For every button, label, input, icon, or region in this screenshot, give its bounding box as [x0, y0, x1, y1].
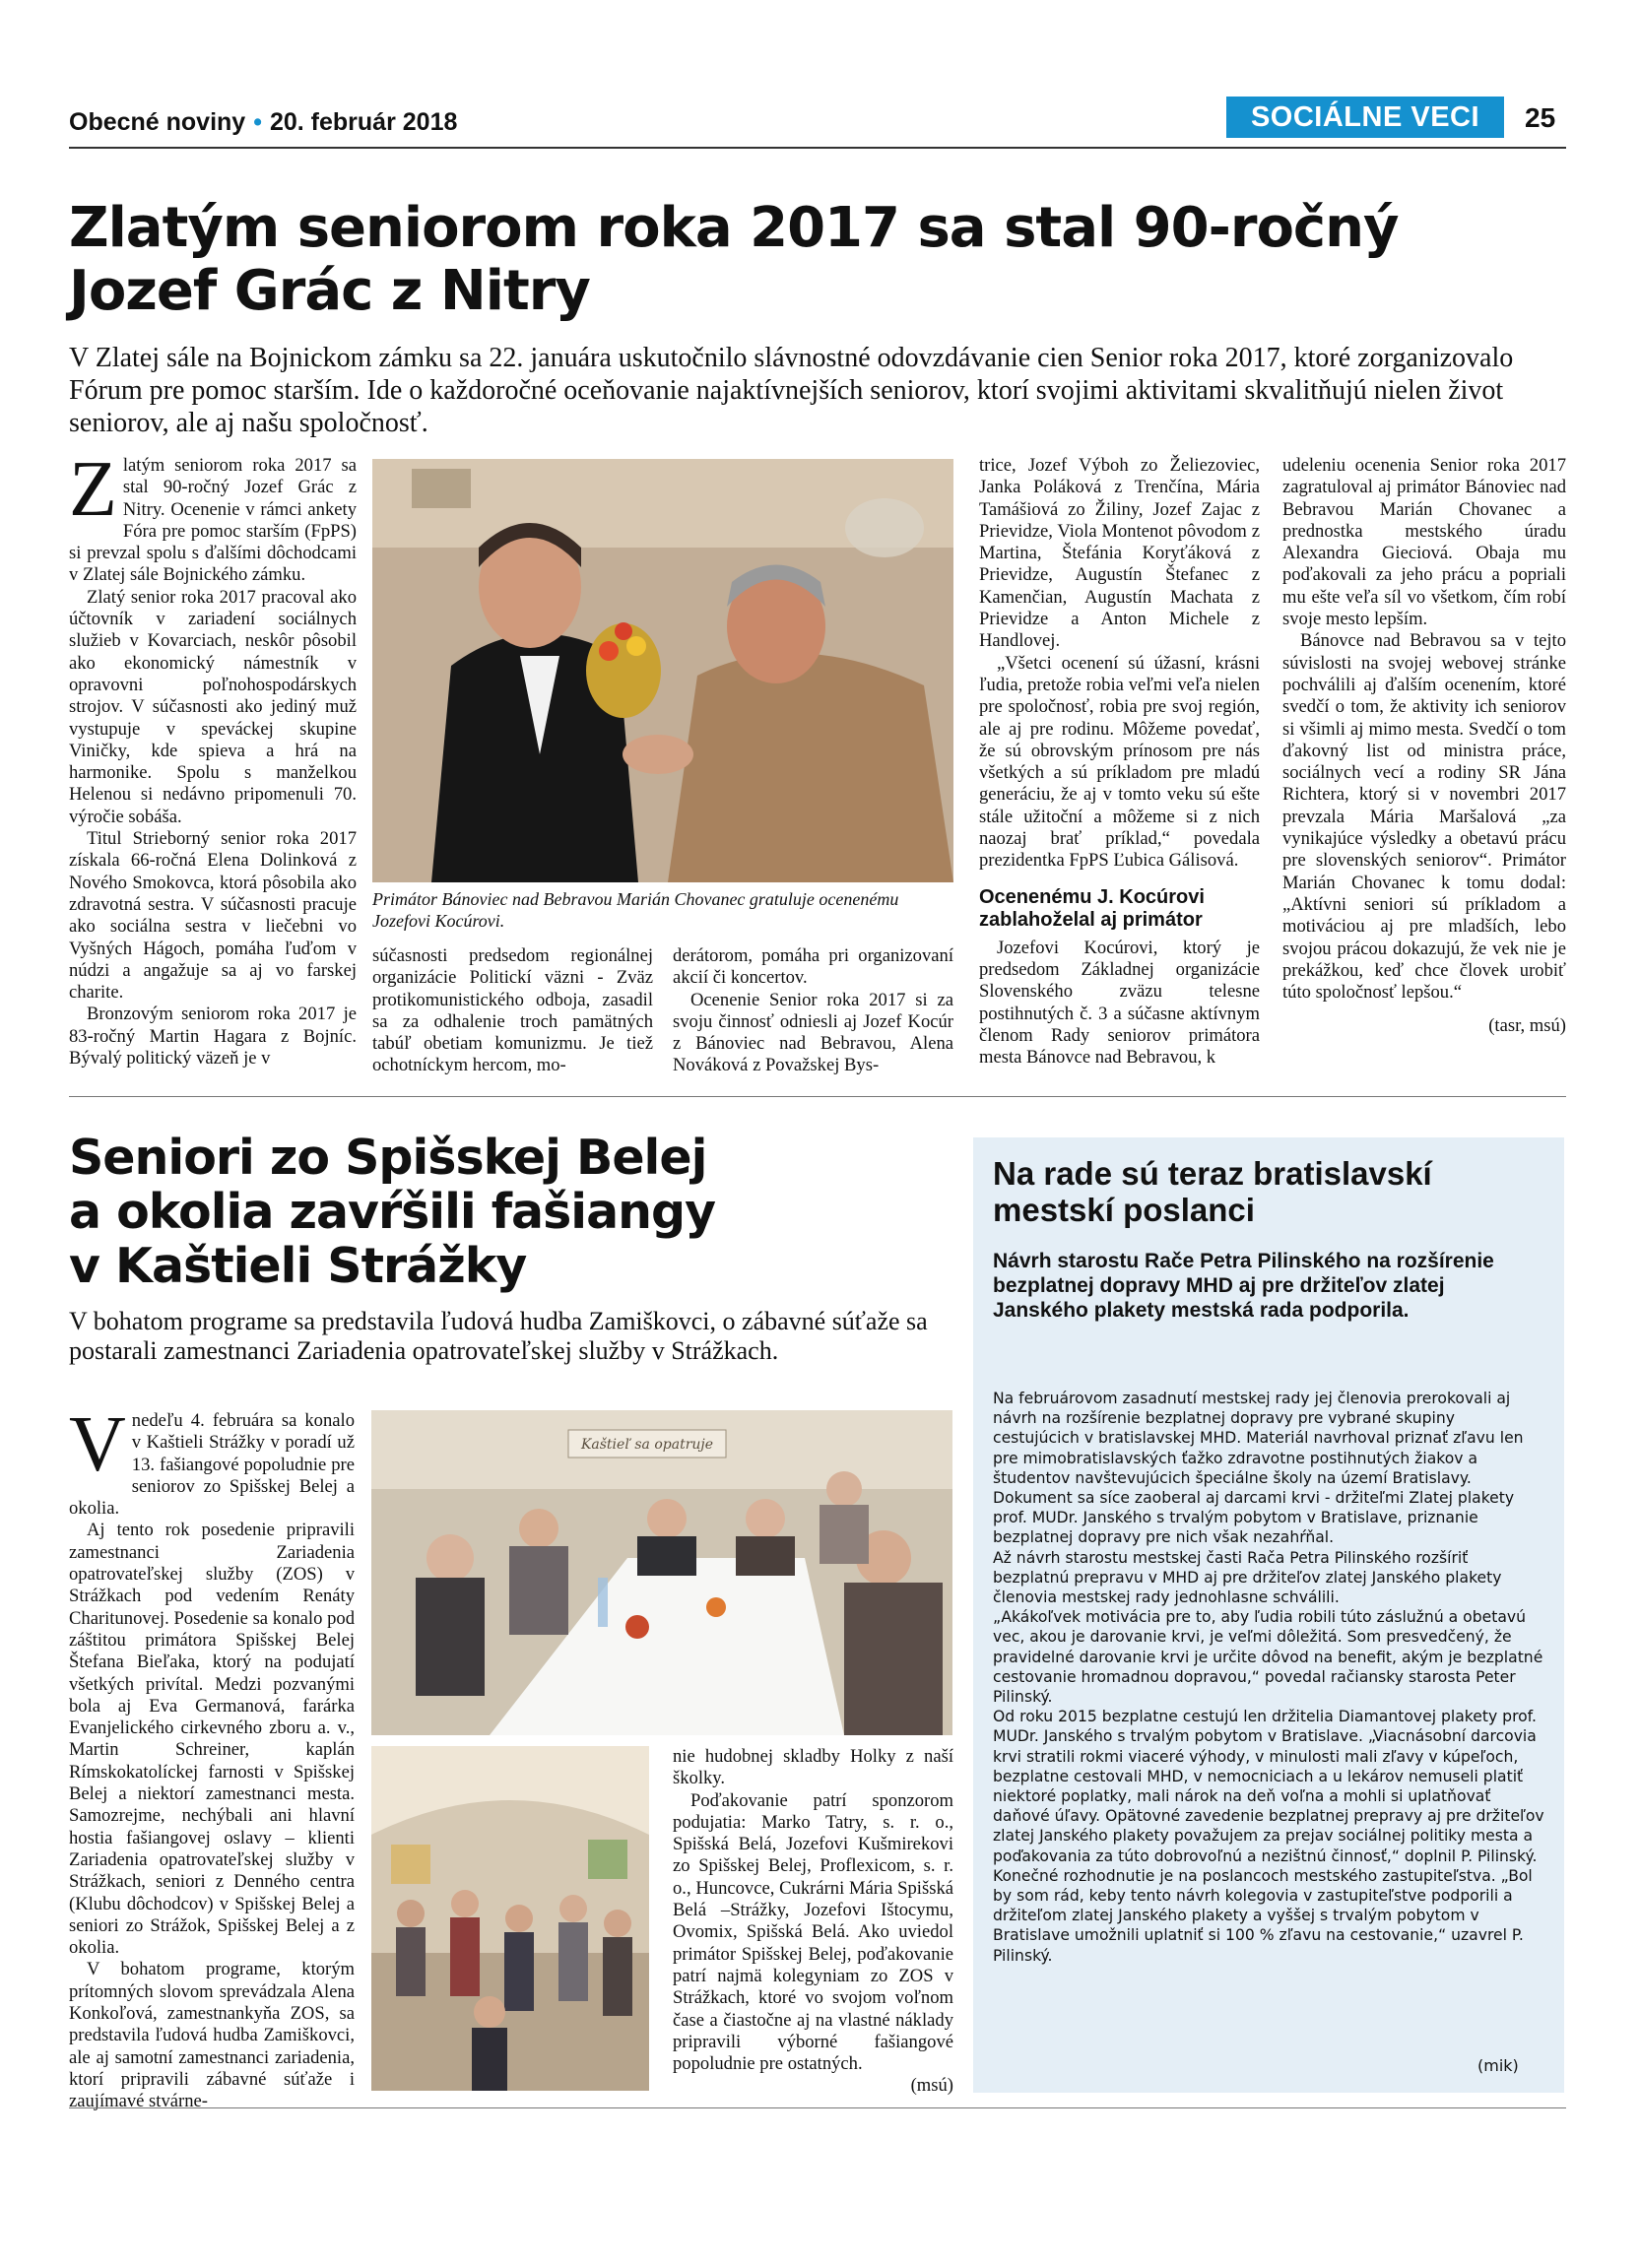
paragraph: Poďakovanie patrí sponzorom podujatia: Marko Tatry, s. r. o., Spišská Belá, Jozefovi Kušmirekovi zo Spišskej Belej, Proflexicom, s. r. o., Huncovce, Cukrárni Mária Spišská Belá –Strážky, Jozefovi Ištocymu, Ovomix, Spišská Belá. Ako uviedol primátor Spišskej Belej, poďakovanie patrí najmä kolegyniam zo ZOS v Strážkach, ktoré vo svojom voľnom čase a čiastočne aj na vlastné náklady pripravili výborné fašiangové popoludnie pre ostatných. — [673, 1789, 953, 2075]
sidebar-body — [993, 1389, 1544, 1966]
paragraph: „Všetci ocenení sú úžasní, krásni ľudia, pretože robia veľmi veľa nielen pre spoločnosť, robia pre svoj región, ale aj pre rodinu. Môžeme povedať, že sú obrovským prínosom pre nás všetkých a sú príkladom pre mladú generáciu, že aj v tomto veku sú ešte stále užitoční a môžeme si z nich naozaj brať príklad,“ povedala prezidentka FpPS Ľubica Gálisová. — [979, 652, 1260, 872]
article1-signature: (tasr, msú) — [1488, 1015, 1566, 1037]
article1-photo — [372, 459, 953, 882]
footer-rule — [69, 2107, 1566, 2108]
paragraph: V bohatom programe, ktorým prítomných slovom sprevádzala Alena Konkoľová, zamestnankyňa ZOS, sa predstavila ľudová hudba Zamiškovci, ale aj samotní zamestnanci zariadenia, ktorí pripravili zábavné súťaže i zaujímavé stvárne- — [69, 1959, 355, 2112]
article1-headline-line2: Jozef Grác z Nitry — [69, 259, 590, 323]
paragraph: Ocenenie Senior roka 2017 si za svoju činnosť odniesli aj Jozef Kocúr z Bánoviec nad Bebravou, Alena Nováková z Považskej Bys- — [673, 989, 953, 1076]
article2-signature: (msú) — [910, 2075, 953, 2097]
paragraph: derátorom, pomáha pri organizovaní akcií či koncertov. — [673, 945, 953, 989]
article2-headline-line3: v Kaštieli Strážky — [69, 1238, 527, 1294]
photo-banner-text: Kaštieľ sa opatruje — [580, 1437, 714, 1453]
sidebar-headline — [993, 1155, 1554, 1228]
article1-column1 — [69, 446, 357, 1069]
article1-photo-caption: Primátor Bánoviec nad Bebravou Marián Chovanec gratuluje ocenenému Jozefovi Kocúrovi. — [372, 889, 899, 931]
issue-date: 20. február 2018 — [269, 108, 458, 136]
paragraph: Konečné rozhodnutie je na poslancoch mestského zastupiteľstva. „Bol by som rád, keby tento návrh kolegovia v zastupiteľstve podporili a držiteľom zlatej Janského plakety a vyššej s trvalým pobytom v Bratislave umožnili uplatniť si 100 % zľavu na cestovanie,“ uzavrel P. Pilinský. — [993, 1866, 1533, 1965]
paragraph: Jozefovi Kocúrovi, ktorý je predsedom Základnej organizácie Slovenského zväzu telesne postihnutých č. 3 a súčasne aktívnym členom Rady seniorov primátora mesta Bánovce nad Bebravou, k — [979, 937, 1260, 1069]
page-number: 25 — [1525, 102, 1556, 133]
paragraph: Na februárovom zasadnutí mestskej rady jej členovia prerokovali aj návrh na rozšírenie bezplatnej dopravy pre vybrané skupiny cestujúcich v bratislavskej MHD. Materiál navrhoval priznať zľavu len pre mimobratislavských ťažko zdravotne postihnutých žiakov a študentov navštevujúcich špeciálne školy na území Bratislavy. Dokument sa síce zaoberal aj darcami krvi - držiteľmi Zlatej plakety prof. MUDr. Janského s trvalým pobytom v Bratislave, priznanie bezplatnej dopravy pre nich však nezahŕňal. — [993, 1390, 1524, 1547]
paragraph: nie hudobnej skladby Holky z naší školky. — [673, 1746, 953, 1789]
paragraph: Aj tento rok posedenie pripravili zamestnanci Zariadenia opatrovateľskej služby (ZOS) v Strážkach pod vedením Renáty Charitunovej. Posedenie sa konalo pod záštitou primátora Spišskej Belej Štefana Bieľaka, ktorý na podujatí všetkých privítal. Medzi pozvanými bola aj Eva Germanová, farárka Evanjelického cirkevného zboru a. v., Martin Schreiner, kaplán Rímskokatolíckej farnosti v Spišskej Belej a niektorí zamestnanci mesta. Samozrejme, nechýbali ani hlavní hostia fašiangovej oslavy – klienti Zariadenia opatrovateľskej služby v Strážkach, seniori z Denného centra (Klubu dôchodcov) v Spišskej Belej a seniori zo Strážok, Spišskej Belej a z okolia. — [69, 1520, 355, 1959]
header-separator: • — [253, 108, 262, 136]
paragraph: Titul Strieborný senior roka 2017 získala 66-ročná Elena Dolinková z Nového Smokovca, ktorá pôsobila ako zdravotná sestra. V súčasnosti pracuje ako sociálna sestra v liečebni vo Vyšných Hágoch, pomáha ľuďom v núdzi a angažuje sa aj vo farskej charite. — [69, 828, 357, 1004]
paragraph: súčasnosti predsedom regionálnej organizácie Politickí väzni - Zväz protikomunistického odboja, zasadil sa za odhalenie troch pamätných tabúľ obetiam komunizmu. Je tiež ochotníckym hercom, mo- — [372, 945, 653, 1076]
sidebar-headline-line1: Na rade sú teraz bratislavskí — [993, 1155, 1432, 1192]
subheading-line1: Ocenenému J. Kocúrovi — [979, 885, 1205, 908]
sidebar-headline-line2: mestskí poslanci — [993, 1192, 1255, 1228]
drop-cap: Z — [69, 446, 117, 533]
article-divider — [69, 1096, 1566, 1097]
paragraph: Od roku 2015 bezplatne cestujú len držitelia Diamantovej plakety prof. MUDr. Janského s trvalým pobytom v Bratislave. „Viacnásobní darcovia krvi stratili rokmi viaceré výhody, v minulosti mali zľavy v kúpeľoch, bezplatne cestovali MHD, v nemocniciach a u lekárov nemuseli platiť niektoré poplatky, mali nárok na deň voľna a mohli si uplatňovať daňové úľavy. Opätovné zavedenie bezplatnej prepravy aj pre držiteľov zlatej Janského plakety považujem za prejav sociálnej politiky mesta a poďakovania za túto dobrovoľnú a nezištnú činnosť,“ doplnil P. Pilinský. — [993, 1708, 1544, 1865]
paragraph: Bronzovým seniorom roka 2017 je 83-ročný Martin Hagara z Bojníc. Bývalý politický väzeň je v — [69, 1004, 357, 1069]
article2-headline-line2: a okolia zavŕšili fašiangy — [69, 1184, 716, 1240]
article2-photo-table — [371, 1410, 952, 1735]
article2-lead: V bohatom programe sa predstavila ľudová hudba Zamiškovci, o zábavné súťaže sa postarali zamestnanci Zariadenia opatrovateľskej služby v Strážkach. — [69, 1307, 928, 1365]
paragraph: nedeľu 4. februára sa konalo v Kaštieli Strážky v poradí už 13. fašiangové popoludnie pre seniorov zo Spišskej Belej a okolia. — [69, 1410, 355, 1520]
paragraph: „Akákoľvek motivácia pre to, aby ľudia robili túto záslužnú a obetavú vec, akou je darovanie krvi, je veľmi dôležitá. Som presvedčený, že pravidelné darovanie krvi je určite dôvod na benefit, akým je bezplatné cestovanie hromadnou dopravou,“ povedal račiansky starosta Peter Pilinský. — [993, 1608, 1543, 1707]
article1-column4 — [979, 455, 1260, 1069]
header-rule — [69, 147, 1566, 149]
paragraph: latým seniorom roka 2017 sa stal 90-ročný Jozef Grác z Nitry. Ocenenie v rámci ankety Fóra pre pomoc starším (FpPS) si prevzal spolu s ďalšími dôchodcami v Zlatej sále Bojnického zámku. — [69, 455, 357, 586]
article1-lead: V Zlatej sále na Bojnickom zámku sa 22. januára uskutočnilo slávnostné odovzdávanie cien Senior roka 2017, ktoré zorganizovalo Fórum pre pomoc starším. Ide o každoročné oceňovanie najaktívnejších seniorov, ktorí svojimi aktivitami skvalitňujú nielen život seniorov, ale aj našu spoločnosť. — [69, 343, 1514, 438]
paragraph: Zlatý senior roka 2017 pracoval ako účtovník v zariadení sociálnych služieb v Kovarciach, neskôr pôsobil ako ekonomický námestník v opravovni poľnohospodárskych strojov. V súčasnosti ako jediný muž vystupuje v speváckej skupine Viničky, kde spieva a hrá na harmonike. Spolu s manželkou Helenou si nedávno pripomenuli 70. výročie sobáša. — [69, 586, 357, 827]
sidebar-signature: (mik) — [1477, 2056, 1519, 2075]
publication-name: Obecné noviny — [69, 108, 246, 136]
article2-headline — [69, 1131, 926, 1293]
article1-column3 — [673, 945, 953, 1077]
sidebar-subtitle: Návrh starostu Rače Petra Pilinského na rozšírenie bezplatnej dopravy MHD aj pre držiteľov zlatej Janského plakety mestská rada podporila. — [993, 1250, 1494, 1322]
handshake-photo-illustration — [372, 459, 953, 882]
subheading-line2: zablahoželal aj primátor — [979, 908, 1203, 931]
dancing-crowd-illustration — [371, 1746, 649, 2091]
article1-subheading — [979, 886, 1260, 932]
article1-column5 — [1282, 455, 1566, 1038]
seniors-table-illustration — [371, 1410, 952, 1735]
paragraph: Až návrh starostu mestskej časti Rača Petra Pilinského rozšíriť bezplatnú prepravu v MHD aj pre držiteľov zlatej Janského plakety členovia mestskej rady jednohlasne schválili. — [993, 1548, 1502, 1607]
article1-column2 — [372, 945, 653, 1077]
article1-headline-line1: Zlatým seniorom roka 2017 sa stal 90-ročný — [69, 196, 1399, 260]
article2-headline-line1: Seniori zo Spišskej Belej — [69, 1130, 707, 1186]
paragraph: Bánovce nad Bebravou sa v tejto súvislosti na svojej webovej stránke pochválili aj ďalším ocenením, ktoré svedčí o tom, že aktivity ich seniorov si všimli aj mimo mesta. Svedčí o tom ďakovný list od ministra práce, sociálnych vecí a rodiny SR Jána Richtera, ktorý si v novembri 2017 prevzala Mária Maršalová „za vynikajúce výsledky a obetavú prácu pre slovenských seniorov“. Primátor Marián Chovanec k tomu dodal: „Aktívni seniori sú príkladom a motiváciou aj pre mladších, lebo svojou prácou dokazujú, že vek nie je prekážkou, keď chce človek urobiť túto spoločnosť lepšou.“ — [1282, 630, 1566, 1004]
paragraph: udeleniu ocenenia Senior roka 2017 zagratuloval aj primátor Bánoviec nad Bebravou Marián Chovanec a prednostka mestského úradu Alexandra Gieciová. Obaja mu poďakovali za jeho prácu a popriali mu ešte veľa síl vo všetkom, čím robí svoje mesto lepším. — [1282, 455, 1566, 630]
article2-column2 — [673, 1746, 953, 2098]
article2-column1 — [69, 1401, 355, 2113]
masthead — [69, 108, 457, 137]
section-label: SOCIÁLNE VECI — [1226, 97, 1504, 138]
paragraph: trice, Jozef Výboh zo Želiezoviec, Janka Poláková z Trenčína, Mária Tamášiová zo Žiliny, Jozef Zajac z Prievidze, Viola Montenot pôvodom z Martina, Štefánia Koryťáková z Prievidze, Augustín Štefanec z Kamenčian, Augustín Machata z Prievidze a Anton Michele z Handlovej. — [979, 455, 1260, 652]
article1-headline — [69, 197, 1566, 323]
drop-cap: V — [69, 1401, 126, 1488]
article2-photo-dance — [371, 1746, 649, 2091]
